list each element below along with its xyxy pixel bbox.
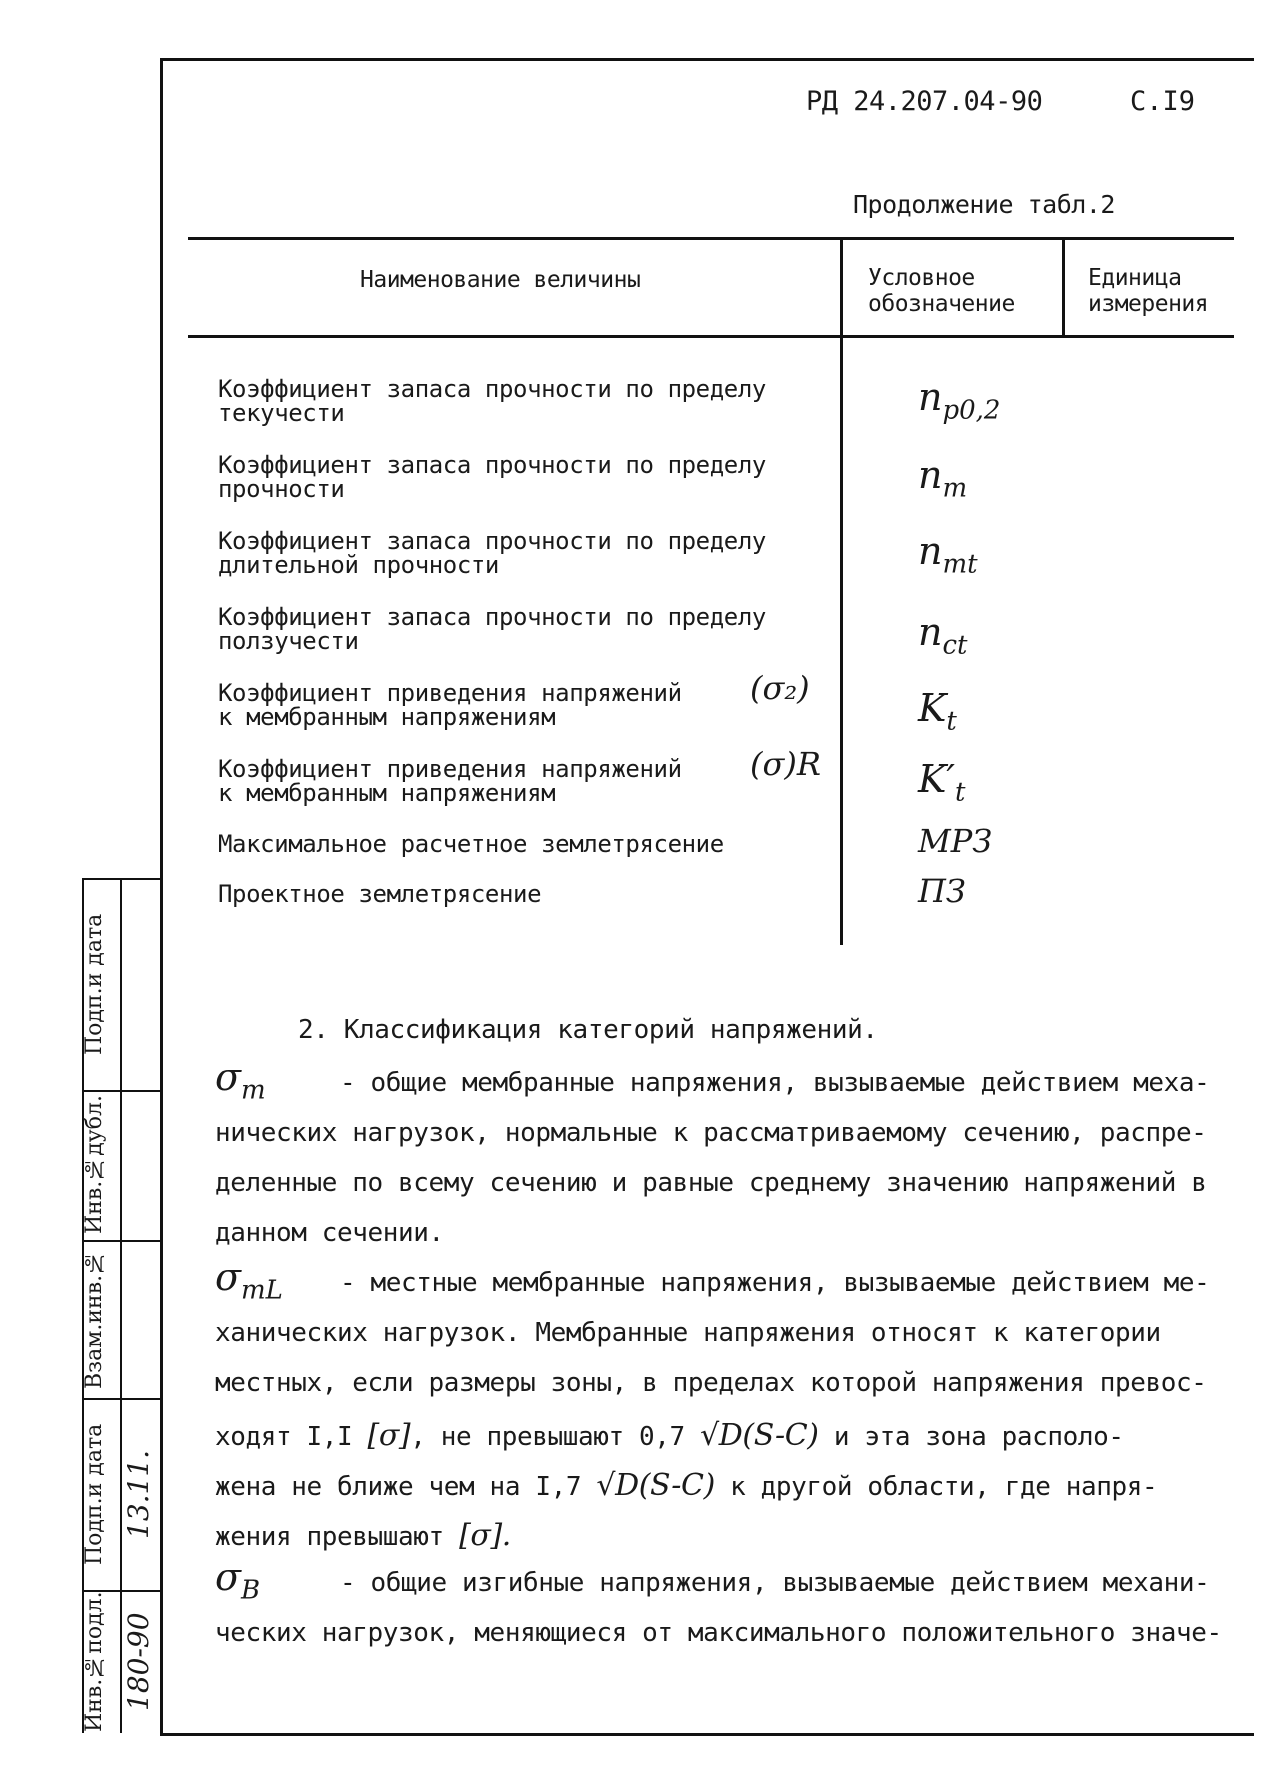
stamp-sign-date-2: Подп.и дата	[82, 913, 107, 1055]
table-continuation-label: Продолжение табл.2	[853, 190, 1115, 219]
symbol-cell: $n_{p0,2}$	[918, 375, 1001, 426]
section-title: 2. Классификация категорий напряжений.	[298, 1015, 878, 1045]
document-code: РД 24.207.04-90	[806, 86, 1043, 117]
page-frame-bottom	[160, 1733, 1254, 1736]
paragraph-line: деленные по всему сечению и равные среднему значению напряжений в	[215, 1168, 1207, 1198]
header-symbol: Условное обозначение	[868, 265, 1015, 317]
symbol-cell: $K'_t$	[918, 757, 966, 808]
paragraph-line: - общие изгибные напряжения, вызываемые действием механи-	[340, 1568, 1210, 1598]
header-unit: Единица измерения	[1088, 265, 1209, 317]
margin-stamp	[82, 878, 160, 1733]
paragraph-line: ханических нагрузок. Мембранные напряжения относят к категории	[215, 1318, 1161, 1348]
paragraph-line: данном сечении.	[215, 1218, 444, 1248]
paragraph-line: нических нагрузок, нормальные к рассматриваемому сечению, распре-	[215, 1118, 1207, 1148]
stamp-replace-inv: Взам.инв.№	[82, 1249, 107, 1389]
symbol-cell: $n_{ct}$	[918, 610, 968, 661]
sigma-r-notation: (σ)R	[750, 745, 821, 783]
symbol-cell: ПЗ	[918, 872, 966, 910]
paragraph-line: - общие мембранные напряжения, вызываемые действием меха-	[340, 1068, 1210, 1098]
paragraph-line: - местные мембранные напряжения, вызываемые действием ме-	[340, 1268, 1210, 1298]
sigma-m-symbol: $\sigma_m$	[215, 1055, 266, 1106]
stamp-sign-date-1: Подп.и дата	[82, 1423, 107, 1565]
sigma-b-symbol: $\sigma_B$	[215, 1555, 261, 1606]
stamp-dup-inv: Инв.№дубл.	[82, 1095, 107, 1235]
stamp-orig-inv: Инв.№подл.	[82, 1591, 107, 1732]
page-frame-top	[160, 58, 1254, 61]
header-name: Наименование величины	[360, 267, 641, 293]
paragraph-line: жена не ближе чем на I,7 √D(S-C) к другой области, где напря-	[215, 1468, 1158, 1503]
sigma-ml-symbol: $\sigma_{mL}$	[215, 1255, 283, 1306]
handwritten-date: 13.11.	[122, 1449, 155, 1539]
sigma-2-notation: (σ₂)	[750, 669, 810, 707]
symbol-cell: $n_{mt}$	[918, 529, 978, 580]
symbol-cell: $K_t$	[918, 686, 957, 737]
symbol-cell: МРЗ	[918, 822, 993, 860]
paragraph-line: жения превышают [σ].	[215, 1518, 511, 1553]
paragraph-line: ходят I,I [σ], не превышают 0,7 √D(S-C) и эта зона располо-	[215, 1418, 1124, 1453]
page-frame-left	[160, 58, 163, 1735]
symbol-cell: $n_m$	[918, 453, 968, 504]
paragraph-line: местных, если размеры зоны, в пределах которой напряжения превос-	[215, 1368, 1207, 1398]
handwritten-inv-number: 180-90	[122, 1612, 155, 1711]
paragraph-line: ческих нагрузок, меняющиеся от максимального положительного значе-	[215, 1618, 1222, 1648]
page-number: С.I9	[1130, 86, 1196, 117]
